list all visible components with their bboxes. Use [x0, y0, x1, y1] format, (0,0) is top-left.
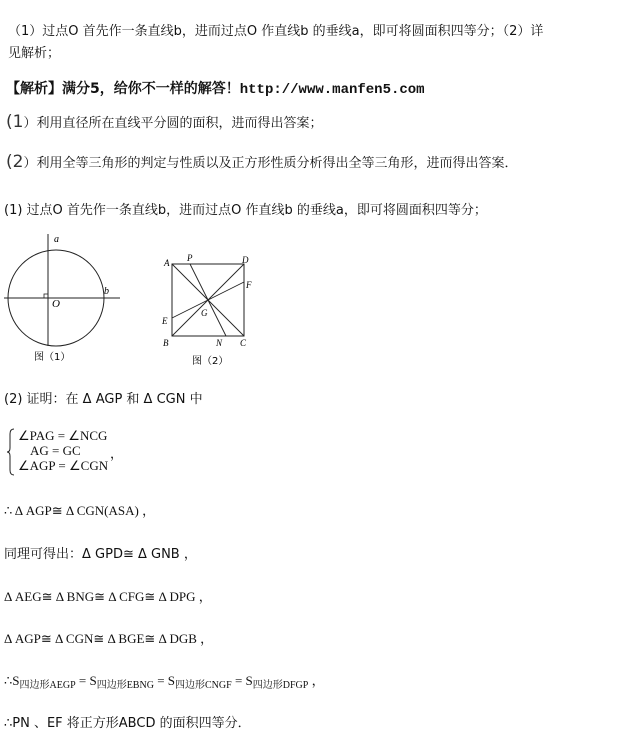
analysis-point-2	[6, 152, 517, 172]
figure-square	[150, 250, 270, 370]
solution-step-4: 同理可得出：Δ GPD≅ Δ GNB ，	[4, 547, 197, 562]
figure-1-caption: 图（1）	[34, 352, 71, 363]
analysis-header	[6, 78, 425, 98]
condition-3: ∠AGP = ∠CGN	[18, 458, 109, 473]
answer-line-2: 见解析；	[8, 46, 61, 61]
right-angle-mark	[44, 294, 48, 298]
condition-2: AG = GC	[30, 443, 81, 458]
area-eq-1: = S	[75, 673, 97, 688]
label-G: G	[201, 308, 208, 318]
figure-2-caption: 图（2）	[192, 356, 229, 367]
condition-tail: ，	[110, 446, 124, 461]
solution-step-3: ∴ Δ AGP≅ Δ CGN(ASA) ，	[4, 503, 156, 518]
solution-step-6: Δ AGP≅ Δ CGN≅ Δ BGE≅ Δ DGB ，	[4, 631, 214, 646]
label-C: C	[240, 338, 247, 348]
label-a: a	[54, 234, 59, 245]
solution-conclusion: ∴PN 、EF 将正方形ABCD 的面积四等分．	[4, 716, 251, 731]
figure-circle	[0, 228, 130, 368]
condition-1: ∠PAG = ∠NCG	[18, 428, 108, 443]
solution-step-1: (1) 过点O 首先作一条直线b，进而过点O 作直线b 的垂线a，即可将圆面积四等分；	[4, 203, 487, 218]
congruence-conditions	[6, 428, 146, 476]
point-2-text: ）利用全等三角形的判定与性质以及正方形性质分析得出全等三角形，进而得出答案．	[23, 156, 518, 171]
analysis-slogan: 满分5，给你不一样的解答！	[62, 81, 240, 97]
analysis-tag: 【解析】	[6, 81, 62, 97]
solution-step-2: (2) 证明：在 Δ AGP 和 Δ CGN 中	[4, 392, 203, 407]
label-N: N	[216, 338, 223, 348]
area-eq-3: = S	[231, 673, 253, 688]
point-1-text: ）利用直径所在直线平分圆的面积，进而得出答案；	[23, 116, 323, 131]
area-eq-2: = S	[153, 673, 175, 688]
label-o: O	[52, 298, 60, 310]
label-F: F	[246, 280, 252, 290]
area-sub-2: 四边形EBNG	[96, 680, 154, 691]
left-brace	[6, 428, 16, 476]
solution-step-5: Δ AEG≅ Δ BNG≅ Δ CFG≅ Δ DPG ，	[4, 589, 212, 604]
answer-line-1: （1）过点O 首先作一条直线b，进而过点O 作直线b 的垂线a，即可将圆面积四等分；（2）详	[8, 24, 544, 39]
label-A: A	[164, 258, 170, 268]
label-P: P	[187, 253, 193, 263]
area-sub-1: 四边形AEGP	[19, 680, 76, 691]
analysis-point-1	[6, 112, 322, 132]
area-sub-3: 四边形CNGF	[175, 680, 232, 691]
label-D: D	[242, 255, 249, 265]
label-E: E	[162, 316, 168, 326]
label-b: b	[104, 286, 109, 297]
point-2-number: (2	[6, 152, 24, 172]
area-tail: ，	[308, 673, 325, 688]
point-1-number: (1	[6, 112, 24, 132]
solution-step-7	[4, 670, 325, 689]
area-sub-4: 四边形DFGP	[252, 680, 309, 691]
label-B: B	[163, 338, 169, 348]
site-url: http://www.manfen5.com	[239, 82, 425, 98]
segment-ef	[172, 282, 244, 318]
area-pre: ∴S	[4, 673, 20, 688]
